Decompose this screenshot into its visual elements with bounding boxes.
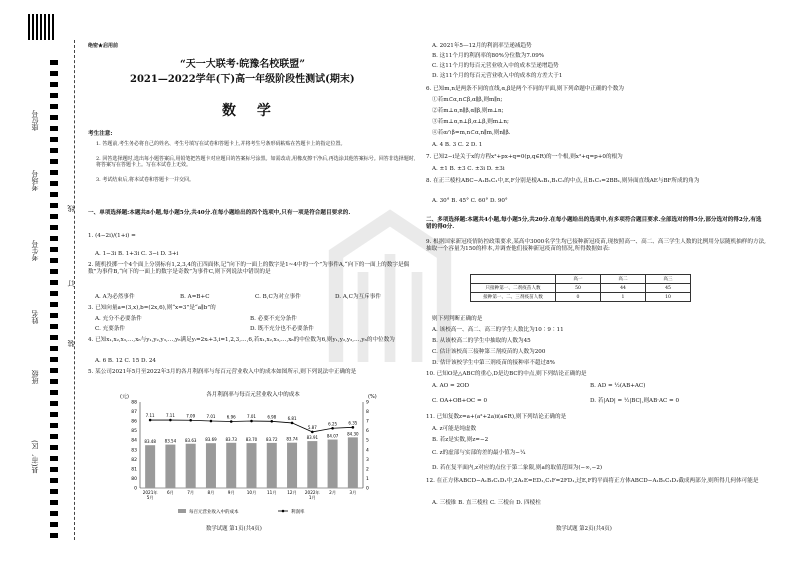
x-tick-label: 12月	[287, 490, 297, 495]
legend-line-label: 利润率	[291, 510, 305, 515]
tick-label-left: 85	[131, 429, 137, 435]
bar	[206, 443, 216, 488]
chart-title: 各月利润率与每百元营业收入中的成本	[206, 392, 300, 398]
q10-stem: 10. 已知O是△ABC的重心,D是边BC的中点,则下列结论正确的是	[426, 371, 587, 377]
q3-opt-d: D. 既不充分也不必要条件	[250, 326, 314, 332]
profit-point	[250, 420, 253, 423]
bar	[145, 445, 155, 488]
q5-opt-b: B. 这11个月的利润率的80%分位数为7.09%	[432, 53, 545, 59]
bar-data-label: 83.73	[225, 436, 237, 442]
tick-label-left: 81	[131, 467, 137, 473]
q9-stem: 9. 根据国家新冠疫情防控政策要求,某高中3000名学生均已接种新冠疫苗,现按照高一、高二、高三学生人数的比例用分层随机抽样的方法,抽取一个容量为150的样本,并调查他们接种新冠疫苗的情况,所得数据如表:	[426, 239, 766, 252]
q1-stem: 1. (4−2i)/(1+i) =	[88, 233, 136, 239]
bar-data-label: 83.48	[144, 439, 156, 445]
q8-options: A. 30° B. 45° C. 60° D. 90°	[432, 198, 508, 204]
x-tick-label: 2021年	[142, 490, 158, 495]
q7-stem: 7. 已知2−i是关于x的方程x²+px+q=0(p,q∈R)的一个根,则x²+q=p+0的根为	[426, 154, 623, 160]
q12-options: A. 三棱锥 B. 直三棱柱 C. 三棱台 D. 四棱柱	[432, 500, 541, 506]
line-data-label: 7.01	[206, 414, 216, 420]
table-cell: 高三	[646, 275, 691, 284]
legend-line-marker	[282, 510, 285, 513]
table-header-row	[471, 275, 691, 284]
profit-point	[169, 419, 172, 422]
bar-data-label: 83.91	[306, 435, 319, 441]
bar	[165, 445, 175, 488]
tick-label-right: 2	[366, 467, 369, 473]
q9-opt-c: C. 估计该校高三接种第三剂疫苗的人数为200	[432, 349, 546, 355]
notice-title: 考生注意:	[88, 131, 113, 137]
q10-opt-b: B. AD = ½(AB+AC)	[590, 383, 646, 389]
profit-point	[230, 420, 233, 423]
q2-opt-c: C. B,C为对立事件	[255, 294, 301, 300]
bar	[186, 444, 196, 488]
header-line2: 2021—2022学年(下)高一年级阶段性测试(期末)	[130, 74, 355, 85]
q3-stem: 3. 已知向量a=(3,x),b=(2x,6),则“x=3”是“a∥b”的	[88, 305, 216, 311]
x-tick-label: 8月	[207, 490, 215, 495]
profit-point	[331, 427, 334, 430]
tick-label-left: 86	[131, 419, 137, 425]
notice-item-3: 3. 考试结束后,将本试卷和答题卡一并交回。	[96, 177, 194, 183]
tick-label-right: 1	[366, 476, 369, 482]
profit-point	[291, 422, 294, 425]
line-data-label: 6.25	[328, 421, 338, 427]
table-cell: 45	[646, 284, 691, 293]
line-data-label: 6.98	[267, 414, 277, 420]
q7-options: A. ±1 B. ±3 C. ±3i D. ±3i	[432, 166, 505, 172]
x-tick-label: 6月	[166, 490, 174, 495]
binding-strip	[0, 0, 82, 561]
page-title: 数 学	[222, 103, 279, 119]
x-tick-label: 11月	[267, 490, 277, 495]
legend-bar-swatch	[178, 509, 186, 513]
q11-opt-c: C. z的虚部与实部的差的最小值为−¼	[432, 450, 526, 456]
section-single-choice: 一、单项选择题:本题共8小题,每小题5分,共40分.在每小题给出的四个选项中,只有一项是符合题目要求的.	[88, 210, 351, 216]
bar-data-label: 84.30	[347, 431, 359, 437]
profit-point	[189, 419, 192, 422]
tick-label-left: 83	[131, 448, 137, 454]
q11-stem: 11. 已知复数z=a+(a²+2a)i(a∈R),则下列结论正确的是	[426, 414, 567, 420]
notice-item-1: 1. 答题前,考生务必将自己的姓名、考生号填写在试卷和答题卡上,并将考生号条形码粘贴在答题卡上的指定位置。	[96, 141, 346, 147]
q6-item-1: ①若m⊂α,n⊂β,α∥β,则m∥n;	[432, 97, 503, 103]
cut-line	[74, 40, 75, 540]
bar-data-label: 83.54	[164, 438, 177, 444]
line-data-label: 6.96	[226, 414, 236, 420]
q3-opt-a: A. 充分不必要条件	[95, 316, 142, 322]
mark-pack: 装	[67, 340, 75, 347]
label-seat: 座位号	[31, 110, 39, 131]
q5-stem: 5. 某公司2021年5月至2022年3月的各月利润率与每百元营业收入中的成本如图所示,则下列说法中正确的是	[88, 369, 357, 375]
x-tick-label: 3月	[349, 490, 357, 495]
bar-data-label: 83.70	[245, 437, 258, 443]
vaccine-table	[470, 274, 691, 302]
label-name: 姓名	[31, 310, 39, 324]
footer-left: 数学试题 第1页(共4页)	[206, 526, 262, 532]
qr-code	[28, 14, 54, 40]
line-data-label: 5.87	[307, 424, 317, 430]
q11-opt-d: D. 若在复平面内,z对应的点位于第二象限,则a的取值范围为(−∞,−2)	[432, 465, 603, 471]
table-cell: 只接种第一、二剂疫苗人数	[471, 284, 556, 293]
q6-item-2: ②若m⊥α,n∥β,α∥β,则m⊥n;	[432, 108, 504, 114]
q10-opt-c: C. OA+OB+OC = 0	[432, 398, 488, 404]
header-line1: “天一大联考·皖豫名校联盟”	[180, 59, 305, 70]
bar-data-label: 83.69	[205, 437, 217, 443]
profit-chart	[118, 388, 388, 518]
table-cell	[471, 275, 556, 284]
bar	[247, 443, 257, 488]
mark-bind: 订	[67, 280, 75, 287]
q10-opt-a: A. AO = 2OD	[432, 383, 470, 389]
table-cell: 44	[601, 284, 646, 293]
tick-label-left: 0	[134, 486, 137, 492]
q2-stem: 2. 随机投掷一个4个面上分别标有1,2,3,4的正四面体,记“向下的一面上的数字是1~4中的一个”为事件A,“向下的一面上的数字是偶数”为事件B,“向下的一面上的数字是奇数”为事件C,则下列说法中错误的是	[88, 262, 410, 275]
table-cell: 0	[556, 293, 601, 302]
tick-label-right: 3	[366, 457, 369, 463]
tick-label-left: 82	[131, 457, 137, 463]
q12-stem: 12. 在正方体ABCD−A₁B₁C₁D₁中,2A₁E=ED₁,C₁F=2FD₁,过E,F的平面将正方体ABCD−A₁B₁C₁D₁截成两部分,则所得几何体可能是	[426, 478, 759, 484]
label-class: 班级	[31, 370, 39, 384]
label-examno: 考生号	[31, 240, 39, 261]
bar-data-label: 83.74	[286, 436, 298, 442]
q5-opt-a: A. 2021年5—12月的利润率呈递减趋势	[432, 43, 532, 49]
line-data-label: 7.09	[186, 413, 196, 419]
q11-opt-b: B. 若z是实数,则z=−2	[432, 437, 489, 443]
line-data-label: 7.01	[247, 414, 256, 420]
binding-bars	[50, 60, 58, 540]
line-data-label: 7.11	[165, 413, 175, 419]
q5-opt-c: C. 这11个月的每百元营业收入中的成本呈递增趋势	[432, 63, 559, 69]
table-row	[471, 293, 691, 302]
label-room: 考场号	[31, 170, 39, 191]
tick-label-left: 80	[131, 476, 137, 482]
q3-opt-b: B. 必要不充分条件	[250, 316, 297, 322]
table-cell: 高二	[601, 275, 646, 284]
table-cell: 高一	[556, 275, 601, 284]
table-cell: 10	[646, 293, 691, 302]
q8-stem: 8. 在正三棱柱ABC−A₁B₁C₁中,E,F分别是棱A₁B₁,B₁C₁的中点,且B₁C₁=2BB₁,则异面直线AE与BF所成的角为	[426, 178, 700, 184]
secret-mark: 绝密★启用前	[88, 43, 119, 49]
q2-opt-b: B. A=B+C	[180, 294, 210, 300]
line-data-label: 6.81	[287, 415, 297, 421]
x-tick-label: 9月	[227, 490, 235, 495]
chart-ylabel-right: (%)	[368, 394, 377, 400]
bar	[348, 437, 358, 488]
bar	[307, 441, 317, 488]
profit-point	[270, 420, 273, 423]
tick-label-right: 9	[366, 400, 369, 406]
x-tick-label: 10月	[246, 490, 257, 495]
profit-point	[149, 419, 152, 422]
q10-opt-d: D. 若|AD| = ½|BC|,则AB·AC = 0	[590, 398, 680, 404]
tick-label-right: 7	[366, 419, 369, 425]
x-tick-label: 5月	[146, 495, 154, 500]
bar	[328, 440, 338, 488]
q9-opt-b: B. 从该校高二的学生中抽取的人数为45	[432, 338, 531, 344]
x-tick-label: 2月	[329, 490, 337, 495]
q11-opt-a: A. z可能是纯虚数	[432, 426, 477, 432]
q4-options: A. 6 B. 12 C. 15 D. 24	[95, 358, 156, 364]
notice-item-2: 2. 回答选择题时,选出每小题答案后,用铅笔把答题卡对应题目的答案标号涂黑。如需改动,用橡皮擦干净后,再选涂其他答案标号。回答非选择题时,将答案写在答题卡上。写在本试卷上无效。	[96, 156, 416, 169]
q5-opt-d: D. 这11个月的每百元营业收入中的成本的方差大于1	[432, 73, 563, 79]
chart-ylabel-left: (元)	[120, 394, 129, 400]
bar-data-label: 83.72	[266, 436, 278, 442]
profit-point	[311, 431, 314, 434]
bar-data-label: 84.07	[326, 433, 339, 439]
q3-opt-c: C. 充要条件	[95, 326, 126, 332]
tick-label-left: 87	[131, 410, 137, 416]
label-county: 县(市、区)	[31, 440, 39, 474]
q6-options: A. 4 B. 3 C. 2 D. 1	[432, 142, 483, 148]
profit-point	[210, 420, 213, 423]
q6-item-3: ③若m⊥α,n⊥β,α⊥β,则m⊥n;	[432, 119, 509, 125]
x-tick-label: 2022年	[304, 490, 320, 495]
q2-opt-d: D. A,C为互斥事件	[335, 294, 381, 300]
line-data-label: 7.11	[145, 413, 155, 419]
tick-label-left: 88	[131, 400, 137, 406]
table-row	[471, 284, 691, 293]
q2-opt-a: A. A为必然事件	[95, 294, 135, 300]
q6-item-4: ④若α∩β=m,n⊂α,n∥m,则n∥β.	[432, 130, 511, 136]
q6-stem: 6. 已知m,n是两条不同的直线,α,β是两个不同的平面,则下列命题中正确的个数为	[426, 86, 624, 92]
tick-label-right: 8	[366, 410, 369, 416]
footer-right: 数学试题 第2页(共4页)	[556, 526, 612, 532]
tick-label-right: 6	[366, 429, 369, 435]
bar	[226, 443, 236, 488]
q4-stem: 4. 已知x₁,x₂,x₃,…,x₆与y₁,y₂,y₃,…,y₆满足yᵢ=2xᵢ+3,i=1,2,3,…,6,若x₁,x₂,x₃,…,x₆的中位数为6,则y₁,y₂,y₃,…,y₆的中位数为	[88, 337, 395, 343]
tick-label-right: 0	[366, 486, 369, 492]
q9-after: 则下列判断正确的是	[432, 316, 483, 322]
legend-bar-label: 每百元营业收入中的成本	[189, 510, 239, 515]
table-cell: 接种第一、二、三剂疫苗人数	[471, 293, 556, 302]
table-cell: 1	[601, 293, 646, 302]
tick-label-right: 5	[366, 438, 369, 444]
x-tick-label: 7月	[187, 490, 195, 495]
tick-label-right: 4	[366, 448, 369, 454]
bar	[287, 443, 297, 488]
q1-options: A. 1−3i B. 1+3i C. 3−i D. 3+i	[95, 251, 179, 257]
section-multi-choice: 二、多项选择题:本题共4小题,每小题5分,共20分.在每小题给出的选项中,有多项符合题目要求.全部选对的得5分,部分选对的得2分,有选错的得0分.	[426, 217, 762, 230]
bar-data-label: 83.63	[184, 437, 197, 443]
q9-opt-a: A. 该校高一、高二、高三的学生人数比为10∶9∶11	[432, 327, 564, 333]
x-tick-label: 1月	[308, 495, 316, 500]
bar	[267, 443, 277, 488]
mark-line: 线	[67, 205, 75, 212]
tick-label-left: 84	[131, 438, 137, 444]
profit-point	[352, 426, 355, 429]
table-cell: 50	[556, 284, 601, 293]
line-data-label: 6.35	[348, 420, 358, 426]
q9-opt-d: D. 估计该校学生中第三剂疫苗的接种率不超过8%	[432, 360, 555, 366]
